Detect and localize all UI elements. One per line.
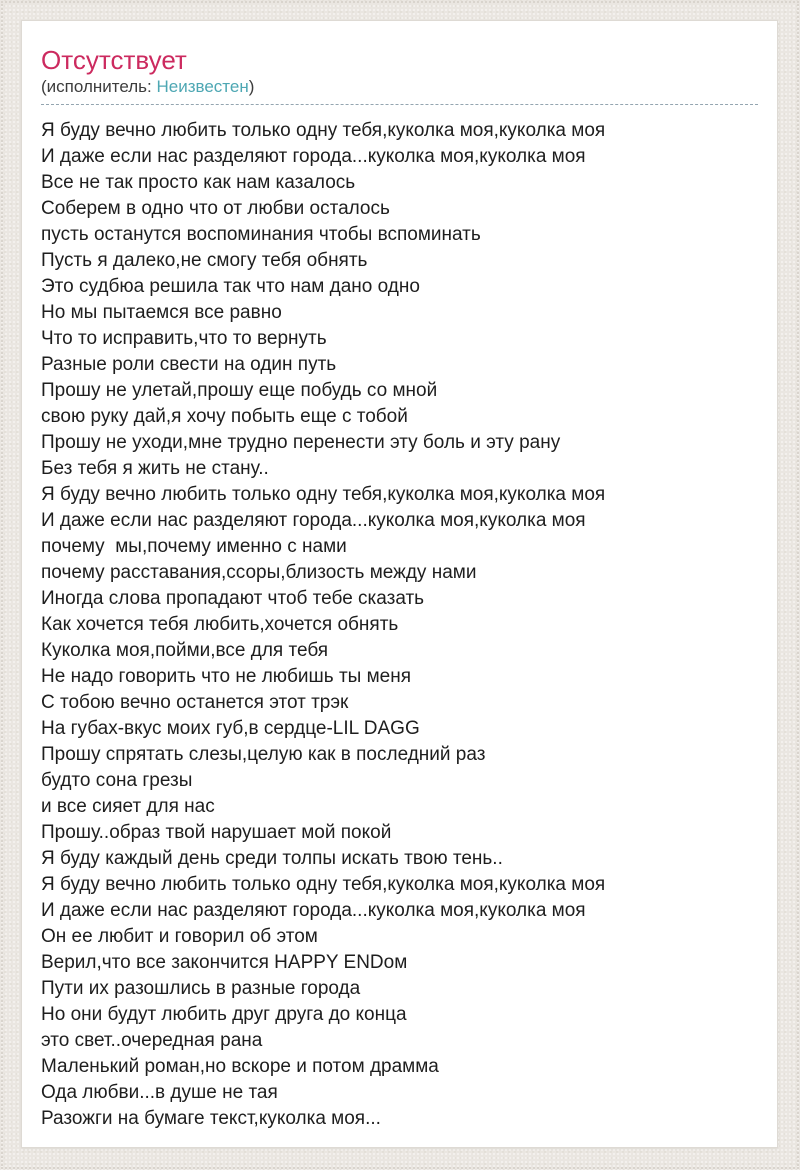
lyric-line: и все сияет для нас: [41, 796, 215, 817]
lyric-line: Иногда слова пропадают чтоб тебе сказать: [41, 588, 425, 609]
lyric-line: И даже если нас разделяют города...куколка моя,куколка моя: [41, 146, 586, 167]
lyric-line: Что то исправить,что то вернуть: [41, 328, 327, 349]
lyrics-card: [21, 20, 778, 1148]
lyric-line: почему мы,почему именно с нами: [41, 536, 347, 557]
lyric-line: Это судбюа решила так что нам дано одно: [41, 276, 420, 297]
lyric-line: Я буду вечно любить только одну тебя,куколка моя,куколка моя: [41, 874, 606, 895]
lyric-line: это свет..очередная рана: [41, 1030, 263, 1051]
lyric-line: И даже если нас разделяют города...куколка моя,куколка моя: [41, 510, 586, 531]
lyric-line: Разные роли свести на один путь: [41, 354, 337, 375]
lyric-line: Пусть я далеко,не смогу тебя обнять: [41, 250, 368, 271]
lyric-line: будто сона грезы: [41, 770, 193, 791]
lyric-line: Я буду вечно любить только одну тебя,куколка моя,куколка моя: [41, 484, 606, 505]
lyric-line: Прошу не уходи,мне трудно перенести эту боль и эту рану: [41, 432, 561, 453]
artist-label-suffix: ): [248, 77, 255, 96]
lyric-line: С тобою вечно останется этот трэк: [41, 692, 349, 713]
lyric-line: Как хочется тебя любить,хочется обнять: [41, 614, 399, 635]
lyric-line: Прошу..образ твой нарушает мой покой: [41, 822, 392, 843]
lyric-line: Соберем в одно что от любви осталось: [41, 198, 390, 219]
lyric-line: Все не так просто как нам казалось: [41, 172, 356, 193]
lyric-line: Прошу не улетай,прошу еще побудь со мной: [41, 380, 438, 401]
lyric-line: Маленький роман,но вскоре и потом драмма: [41, 1056, 439, 1077]
lyric-line: Я буду вечно любить только одну тебя,куколка моя,куколка моя: [41, 120, 606, 141]
artist-link[interactable]: Неизвестен: [156, 77, 249, 96]
lyric-line: Прошу спрятать слезы,целую как в последний раз: [41, 744, 486, 765]
lyrics-text: [41, 118, 758, 1132]
lyric-line: Куколка моя,пойми,все для тебя: [41, 640, 329, 661]
lyric-line: Но они будут любить друг друга до конца: [41, 1004, 407, 1025]
lyric-line: Ода любви...в душе не тая: [41, 1082, 278, 1103]
lyric-line: Он ее любит и говорил об этом: [41, 926, 318, 947]
lyric-line: Но мы пытаемся все равно: [41, 302, 282, 323]
lyric-line: Не надо говорить что не любишь ты меня: [41, 666, 412, 687]
artist-label-prefix: (исполнитель:: [41, 77, 157, 96]
song-title: Отсутствует: [41, 45, 187, 75]
lyric-line: Пути их разошлись в разные города: [41, 978, 361, 999]
lyric-line: почему расставания,ссоры,близость между нами: [41, 562, 477, 583]
lyric-line: На губах-вкус моих губ,в сердце-LIL DAGG: [41, 718, 420, 739]
lyric-line: Верил,что все закончится HAPPY ENDом: [41, 952, 408, 973]
lyric-line: Я буду каждый день среди толпы искать твою тень..: [41, 848, 503, 869]
lyric-line: пусть останутся воспоминания чтобы вспоминать: [41, 224, 481, 245]
lyric-line: И даже если нас разделяют города...куколка моя,куколка моя: [41, 900, 586, 921]
lyric-line: Разожги на бумаге текст,куколка моя...: [41, 1108, 381, 1129]
artist-line: [41, 77, 758, 105]
lyric-line: свою руку дай,я хочу побыть еще с тобой: [41, 406, 408, 427]
lyric-line: Без тебя я жить не стану..: [41, 458, 269, 479]
